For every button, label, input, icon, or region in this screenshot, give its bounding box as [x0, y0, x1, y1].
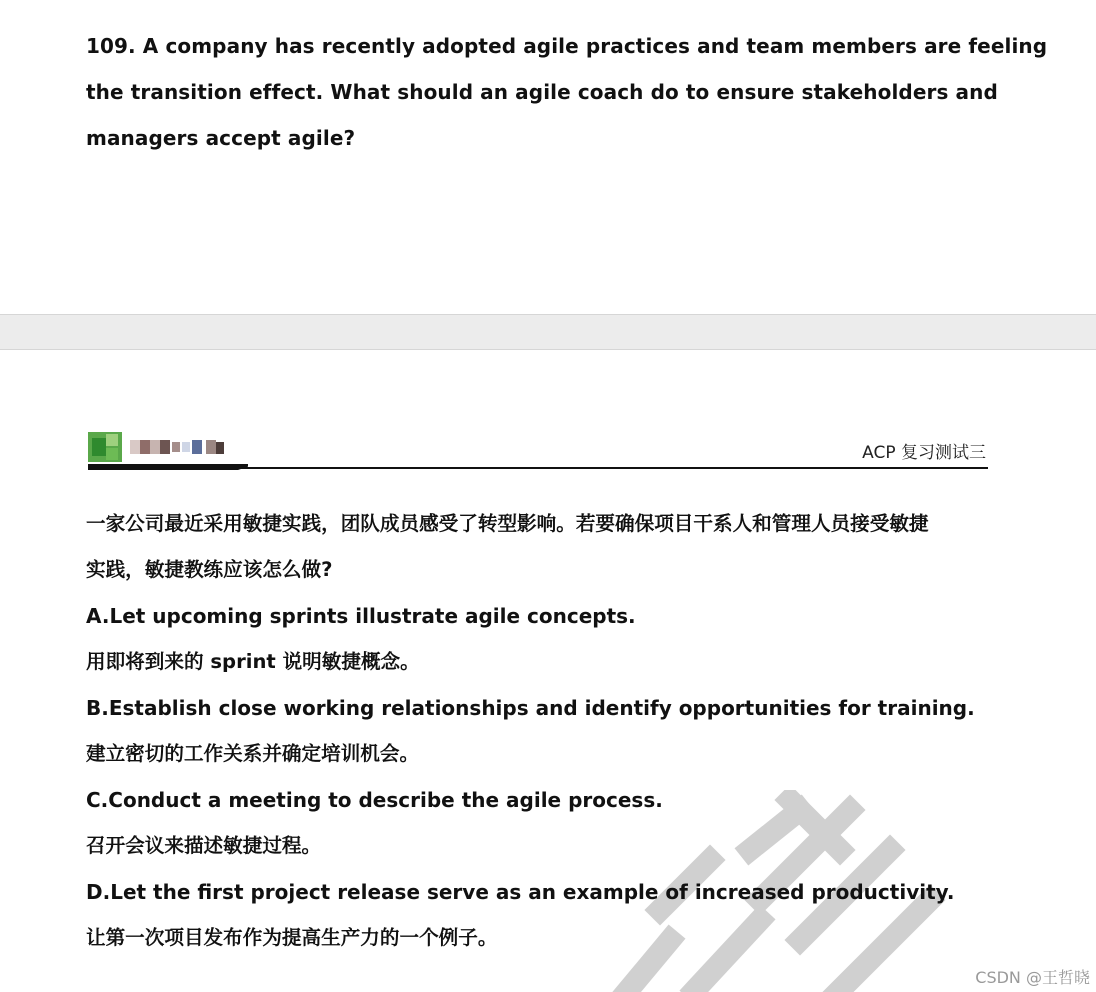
- question-line-1: 109. A company has recently adopted agile practices and team members are feeling: [86, 34, 1048, 58]
- blurred-logo-icon: [88, 432, 248, 470]
- option-c-en: C.Conduct a meeting to describe the agile process.: [86, 788, 663, 812]
- option-b-zh: 建立密切的工作关系并确定培训机会。: [86, 742, 420, 765]
- option-a-zh: 用即将到来的 sprint 说明敏捷概念。: [86, 650, 420, 673]
- previous-page: [0, 0, 1096, 314]
- option-a-en: A.Let upcoming sprints illustrate agile concepts.: [86, 604, 636, 628]
- option-b-en: B.Establish close working relationships and identify opportunities for training.: [86, 696, 975, 720]
- question-line-2: the transition effect. What should an agile coach do to ensure stakeholders and: [86, 80, 998, 104]
- option-d-zh: 让第一次项目发布作为提高生产力的一个例子。: [86, 926, 498, 949]
- document-title: ACP 复习测试三: [862, 443, 986, 463]
- header-divider: [88, 467, 988, 469]
- question-line-3: managers accept agile?: [86, 126, 356, 150]
- option-c-zh: 召开会议来描述敏捷过程。: [86, 834, 322, 857]
- question-zh-line-1: 一家公司最近采用敏捷实践，团队成员感受了转型影响。若要确保项目干系人和管理人员接受敏捷: [86, 512, 929, 535]
- current-page: [0, 350, 1096, 992]
- csdn-credit: CSDN @王哲晓: [975, 968, 1090, 987]
- question-zh-line-2: 实践，敏捷教练应该怎么做?: [86, 558, 333, 581]
- option-d-en: D.Let the first project release serve as an example of increased productivity.: [86, 880, 955, 904]
- page-separator: [0, 314, 1096, 350]
